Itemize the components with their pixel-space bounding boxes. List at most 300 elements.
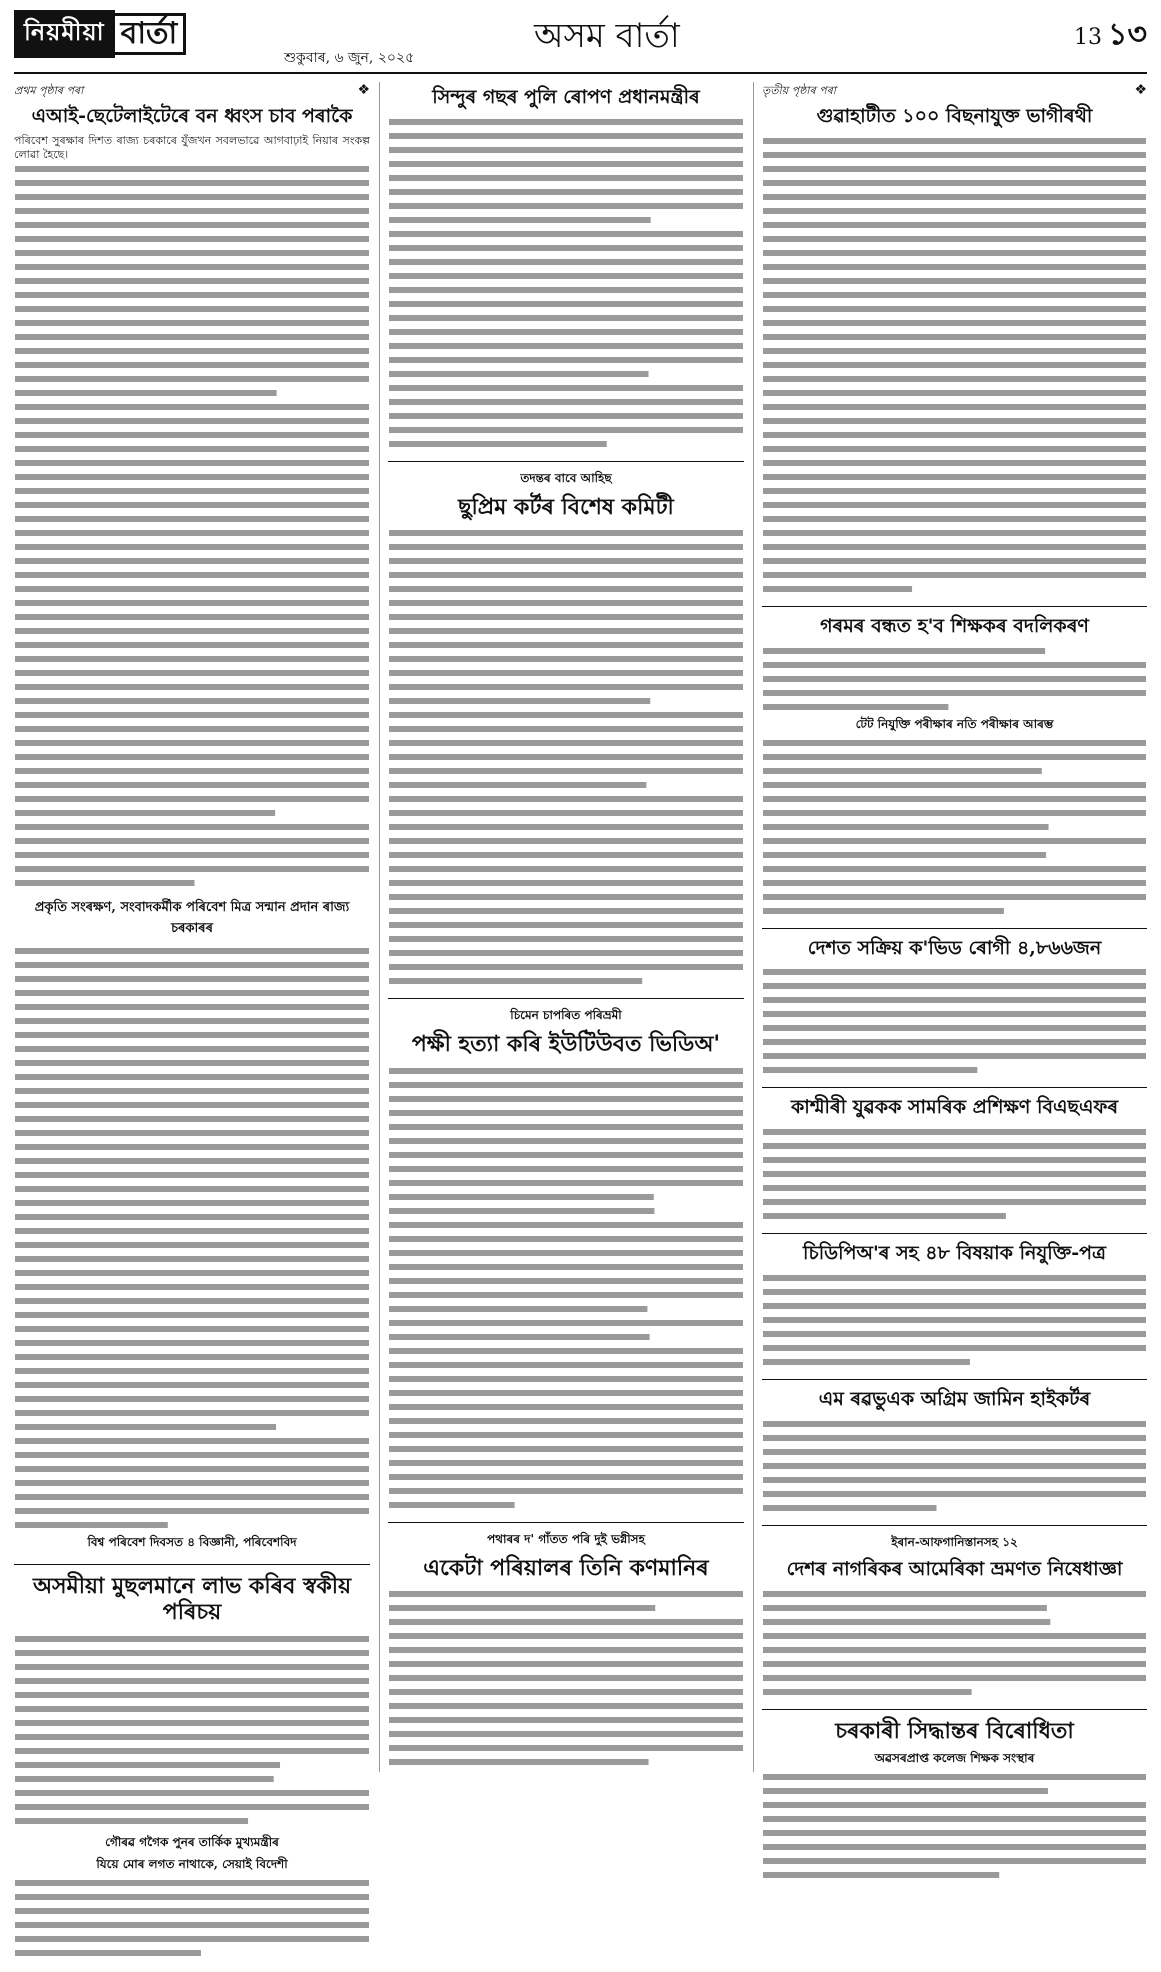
masthead-rule	[14, 72, 1147, 74]
text-line	[15, 208, 369, 214]
headline: ছুপ্ৰিম কৰ্টৰ বিশেষ কমিটী	[458, 493, 674, 520]
kicker: চিমেন চাপৰিত পৰিভ্ৰমী	[510, 1008, 622, 1023]
text-line	[763, 572, 1146, 578]
text-line	[15, 1894, 369, 1900]
text-line	[15, 488, 369, 494]
text-line	[389, 1278, 743, 1284]
text-line	[763, 908, 1004, 914]
text-line	[763, 1505, 936, 1511]
logo-left-text: নিয়মীয়া	[14, 10, 115, 58]
text-line	[763, 236, 1146, 242]
continued-text: তৃতীয় পৃষ্ঠাৰ পৰা	[762, 84, 836, 97]
text-line	[763, 838, 1146, 844]
story-separator	[388, 998, 744, 999]
body-text-block	[14, 1876, 370, 1962]
text-line	[763, 1199, 1146, 1205]
text-line	[15, 726, 369, 732]
text-line	[15, 390, 277, 396]
text-line	[763, 1816, 1146, 1822]
text-line	[389, 217, 651, 223]
text-line	[763, 558, 1146, 564]
text-line	[389, 712, 743, 718]
text-line	[763, 1788, 1048, 1794]
text-line	[763, 1185, 1146, 1191]
text-line	[763, 376, 1146, 382]
text-line	[15, 1368, 369, 1374]
text-line	[15, 460, 369, 466]
text-line	[15, 1158, 369, 1164]
text-line	[389, 1745, 743, 1751]
text-line	[15, 628, 369, 634]
text-line	[15, 320, 369, 326]
subhead: বিশ্ব পৰিবেশ দিবসত ৪ বিজ্ঞানী, পৰিবেশবিদ	[87, 1534, 297, 1549]
story-covid-cases	[762, 937, 1147, 1078]
text-line	[763, 502, 1146, 508]
text-line	[15, 824, 369, 830]
text-line	[763, 880, 1146, 886]
continued-from-label	[762, 82, 1147, 101]
body-text-block	[388, 526, 744, 988]
text-line	[389, 1180, 743, 1186]
page-number-assamese: ১৩	[1108, 17, 1147, 52]
text-line	[763, 810, 1146, 816]
text-line	[763, 894, 1146, 900]
subhead: গৌৰৱ গগৈক পুনৰ তাৰ্কিক মুখ্যমন্ত্ৰীৰ	[105, 1834, 279, 1849]
text-line	[15, 516, 369, 522]
text-line	[15, 1144, 369, 1150]
text-line	[389, 1082, 743, 1088]
text-line	[389, 950, 743, 956]
text-line	[763, 1039, 1146, 1045]
text-line	[15, 810, 275, 816]
text-line	[15, 1102, 369, 1108]
text-line	[389, 1390, 743, 1396]
text-line	[15, 558, 369, 564]
text-line	[15, 1720, 369, 1726]
story-separator	[388, 1522, 744, 1523]
text-line	[389, 357, 743, 363]
text-line	[389, 1717, 743, 1723]
text-line	[15, 446, 369, 452]
text-line	[15, 572, 369, 578]
story-retired-teachers	[762, 1718, 1147, 1882]
text-line	[15, 292, 369, 298]
text-line	[15, 1880, 369, 1886]
text-line	[15, 1664, 369, 1670]
text-line	[15, 1494, 369, 1500]
text-line	[763, 320, 1146, 326]
subhead: প্ৰকৃতি সংৰক্ষণ, সংবাদকৰ্মীক পৰিবেশ মিত্ৰ সন্মান প্ৰদান ৰাজ্য চৰকাৰৰ	[34, 899, 350, 936]
text-line	[389, 413, 743, 419]
text-line	[389, 399, 743, 405]
text-line	[763, 348, 1146, 354]
body-text-block	[762, 134, 1147, 596]
text-line	[389, 301, 743, 307]
text-line	[763, 208, 1146, 214]
text-line	[15, 1060, 369, 1066]
story-separator	[762, 1525, 1147, 1526]
text-line	[763, 1025, 1146, 1031]
text-line	[389, 161, 743, 167]
text-line	[763, 1675, 1146, 1681]
text-line	[15, 250, 369, 256]
text-line	[15, 1480, 369, 1486]
text-line	[15, 1074, 369, 1080]
body-text-block	[388, 1064, 744, 1512]
text-line	[389, 530, 743, 536]
column-left	[14, 82, 370, 1972]
text-line	[15, 880, 194, 886]
text-line	[15, 1410, 369, 1416]
text-line	[763, 1647, 1146, 1653]
kicker: তদন্তৰ বাবে আহিছ	[520, 470, 612, 485]
text-line	[389, 1418, 743, 1424]
text-line	[15, 1692, 369, 1698]
text-line	[763, 1830, 1146, 1836]
text-line	[389, 1432, 743, 1438]
logo-right-text: বাৰ্তা	[115, 13, 187, 55]
column-middle	[388, 82, 744, 1779]
story-separator	[762, 606, 1147, 607]
text-line	[763, 1053, 1146, 1059]
text-line	[389, 642, 743, 648]
text-line	[15, 1088, 369, 1094]
text-line	[15, 1312, 369, 1318]
text-line	[763, 516, 1146, 522]
text-line	[15, 432, 369, 438]
text-line	[389, 698, 650, 704]
text-line	[389, 656, 743, 662]
newspaper-logo	[14, 12, 186, 56]
text-line	[389, 810, 743, 816]
text-line	[763, 1605, 1047, 1611]
issue-date: শুকুবাৰ, ৬ জুন, ২০২৫	[284, 50, 415, 66]
text-line	[15, 1650, 369, 1656]
text-line	[763, 362, 1146, 368]
text-line	[389, 782, 646, 788]
text-line	[763, 1067, 977, 1073]
text-line	[15, 866, 369, 872]
text-line	[15, 1270, 369, 1276]
text-line	[15, 1382, 369, 1388]
text-line	[15, 698, 369, 704]
headline: কাশ্মীৰী যুৱকক সামৰিক প্ৰশিক্ষণ বিএছএফৰ	[790, 1096, 1119, 1119]
text-line	[389, 371, 649, 377]
text-line	[763, 1129, 1146, 1135]
text-line	[15, 1466, 369, 1472]
story-kashmir-bsf	[762, 1096, 1147, 1223]
text-line	[389, 1633, 743, 1639]
text-line	[763, 1359, 970, 1365]
text-line	[15, 838, 369, 844]
text-line	[15, 782, 369, 788]
text-line	[389, 1362, 743, 1368]
body-text-block	[762, 1271, 1147, 1369]
text-line	[389, 614, 743, 620]
section-title: অসম বাৰ্তা	[534, 16, 680, 56]
text-line	[15, 990, 369, 996]
text-line	[763, 768, 1042, 774]
body-text-block	[14, 162, 370, 892]
text-line	[15, 1936, 369, 1942]
text-line	[15, 404, 369, 410]
story-appointment-letters	[762, 1242, 1147, 1369]
story-bird-killing	[388, 1007, 744, 1511]
text-line	[389, 600, 743, 606]
text-line	[15, 1018, 369, 1024]
text-line	[15, 502, 369, 508]
text-line	[763, 1275, 1146, 1281]
text-line	[389, 866, 743, 872]
text-line	[389, 1661, 743, 1667]
text-line	[389, 175, 743, 181]
text-line	[389, 1488, 743, 1494]
text-line	[763, 138, 1146, 144]
text-line	[15, 1678, 369, 1684]
text-line	[763, 648, 1045, 654]
page-number	[1074, 10, 1147, 61]
text-line	[15, 1818, 248, 1824]
text-line	[389, 1194, 654, 1200]
text-line	[15, 278, 369, 284]
text-line	[15, 1908, 369, 1914]
text-line	[763, 544, 1146, 550]
text-line	[389, 768, 743, 774]
text-line	[15, 1032, 369, 1038]
text-line	[15, 1452, 369, 1458]
headline: দেশৰ নাগৰিকৰ আমেৰিকা ভ্ৰমণত নিষেধাজ্ঞা	[786, 1557, 1123, 1580]
text-line	[763, 180, 1146, 186]
story-bhagirathi-hospital	[762, 105, 1147, 596]
text-line	[15, 418, 369, 424]
text-line	[763, 997, 1146, 1003]
text-line	[389, 1619, 743, 1625]
text-line	[389, 1110, 743, 1116]
body-text-block	[388, 1587, 744, 1769]
story-us-travel-ban	[762, 1534, 1147, 1699]
text-line	[763, 1143, 1146, 1149]
text-line	[389, 684, 743, 690]
text-line	[15, 180, 369, 186]
text-line	[763, 432, 1146, 438]
text-line	[763, 586, 912, 592]
text-line	[389, 1647, 743, 1653]
text-line	[763, 824, 1049, 830]
text-line	[763, 1345, 1146, 1351]
column-divider	[379, 82, 380, 1772]
text-line	[389, 1292, 743, 1298]
text-line	[389, 1334, 650, 1340]
text-line	[15, 376, 369, 382]
text-line	[389, 936, 743, 942]
text-line	[389, 343, 743, 349]
text-line	[389, 329, 743, 335]
text-line	[389, 726, 743, 732]
text-line	[15, 1214, 369, 1220]
text-line	[389, 1306, 647, 1312]
text-line	[15, 544, 369, 550]
text-line	[15, 348, 369, 354]
masthead	[14, 8, 1147, 70]
text-line	[389, 894, 743, 900]
story-ai-satellite	[14, 105, 370, 1554]
text-line	[763, 1774, 1146, 1780]
headline: এম ৰৱভুএক অগ্ৰিম জামিন হাইকৰ্টৰ	[818, 1387, 1091, 1410]
text-line	[389, 1124, 743, 1130]
text-line	[389, 259, 743, 265]
text-line	[389, 796, 743, 802]
text-line	[389, 427, 743, 433]
text-line	[763, 474, 1146, 480]
text-line	[15, 712, 369, 718]
text-line	[15, 1734, 369, 1740]
text-line	[763, 418, 1146, 424]
subhead: টেট নিযুক্তি পৰীক্ষাৰ নতি পৰীক্ষাৰ আৰম্ভ	[855, 716, 1054, 731]
body-text-block	[762, 1770, 1147, 1882]
text-line	[389, 1446, 743, 1452]
text-line	[389, 740, 743, 746]
swirl-ornament-icon: ❖	[1134, 82, 1147, 98]
text-line	[763, 1491, 1146, 1497]
body-text-block	[388, 115, 744, 451]
continued-text: প্ৰথম পৃষ্ঠাৰ পৰা	[14, 84, 84, 97]
story-separator	[762, 1087, 1147, 1088]
body-text-block	[762, 965, 1147, 1077]
text-line	[763, 1872, 999, 1878]
text-line	[15, 656, 369, 662]
body-text-block	[762, 644, 1147, 714]
text-line	[15, 1116, 369, 1122]
text-line	[389, 1376, 743, 1382]
headline: চিডিপিঅ'ৰ সহ ৪৮ বিষয়াক নিযুক্তি-পত্ৰ	[803, 1242, 1106, 1265]
text-line	[389, 1460, 743, 1466]
text-line	[389, 1096, 743, 1102]
text-line	[389, 1689, 743, 1695]
text-line	[763, 446, 1146, 452]
text-line	[15, 1172, 369, 1178]
text-line	[15, 1354, 369, 1360]
text-line	[389, 1703, 743, 1709]
text-line	[389, 1474, 743, 1480]
text-line	[389, 1404, 743, 1410]
text-line	[15, 1522, 168, 1528]
text-line	[389, 147, 743, 153]
text-line	[15, 642, 369, 648]
text-line	[763, 704, 948, 710]
text-line	[389, 1348, 743, 1354]
text-line	[763, 1633, 1146, 1639]
text-line	[389, 1320, 743, 1326]
kicker: অৱসৰপ্ৰাপ্ত কলেজ শিক্ষক সংস্থাৰ	[874, 1750, 1035, 1765]
text-line	[15, 754, 369, 760]
headline: একেটা পৰিয়ালৰ তিনি কণমানিৰ	[423, 1554, 709, 1581]
text-line	[763, 676, 1146, 682]
story-anticipatory-bail	[762, 1388, 1147, 1515]
text-line	[763, 1289, 1146, 1295]
text-line	[15, 614, 369, 620]
text-line	[389, 1591, 743, 1597]
text-line	[389, 231, 743, 237]
text-line	[15, 1508, 369, 1514]
text-line	[763, 1844, 1146, 1850]
text-line	[763, 1802, 1146, 1808]
text-line	[389, 385, 743, 391]
text-line	[15, 1298, 369, 1304]
text-line	[763, 1171, 1146, 1177]
subhead: যিয়ে মোৰ লগত নাথাকে, সেয়াই বিদেশী	[96, 1856, 288, 1871]
page-number-latin: 13	[1074, 25, 1103, 50]
story-separator	[388, 461, 744, 462]
text-line	[15, 1242, 369, 1248]
story-separator	[14, 1564, 370, 1565]
story-separator	[762, 1709, 1147, 1710]
continued-from-label	[14, 82, 370, 101]
body-text-block	[762, 1125, 1147, 1223]
text-line	[763, 983, 1146, 989]
text-line	[389, 1208, 654, 1214]
text-line	[15, 1950, 201, 1956]
text-line	[763, 754, 1146, 760]
text-line	[763, 1591, 1146, 1597]
text-line	[763, 194, 1146, 200]
text-line	[763, 166, 1146, 172]
text-line	[763, 1157, 1146, 1163]
text-line	[15, 1004, 369, 1010]
text-line	[15, 1790, 369, 1796]
text-line	[389, 964, 743, 970]
text-line	[15, 194, 369, 200]
text-line	[389, 1731, 743, 1737]
column-divider	[753, 82, 754, 1772]
text-line	[763, 782, 1146, 788]
text-line	[763, 250, 1146, 256]
text-line	[763, 1858, 1146, 1864]
text-line	[389, 1759, 649, 1765]
text-line	[763, 1477, 1146, 1483]
text-line	[15, 1340, 369, 1346]
text-line	[389, 544, 743, 550]
text-line	[763, 152, 1146, 158]
text-line	[389, 572, 743, 578]
text-line	[389, 119, 743, 125]
text-line	[15, 1636, 369, 1642]
text-line	[389, 824, 743, 830]
story-sindoor-tree	[388, 86, 744, 451]
text-line	[15, 166, 369, 172]
column-right	[762, 82, 1147, 1892]
kicker: পথাৰৰ দ' গাঁতত পৰি দুই ভগ্নীসহ	[487, 1531, 645, 1546]
text-line	[15, 976, 369, 982]
text-line	[15, 222, 369, 228]
text-line	[763, 1619, 1050, 1625]
text-line	[15, 1762, 280, 1768]
text-line	[763, 334, 1146, 340]
text-line	[763, 1689, 972, 1695]
text-line	[763, 460, 1146, 466]
headline: এআই-ছেটেলাইটেৰে বন ধ্বংস চাব পৰাকৈ	[31, 105, 353, 127]
text-line	[389, 1068, 743, 1074]
kicker: ইৰান-আফগানিস্তানসহ ১২	[891, 1534, 1018, 1549]
text-line	[389, 133, 743, 139]
text-line	[389, 558, 743, 564]
text-line	[763, 662, 1146, 668]
text-line	[15, 1748, 369, 1754]
text-line	[15, 1438, 369, 1444]
text-line	[389, 1264, 743, 1270]
text-line	[389, 586, 743, 592]
text-line	[15, 1922, 369, 1928]
text-line	[763, 292, 1146, 298]
